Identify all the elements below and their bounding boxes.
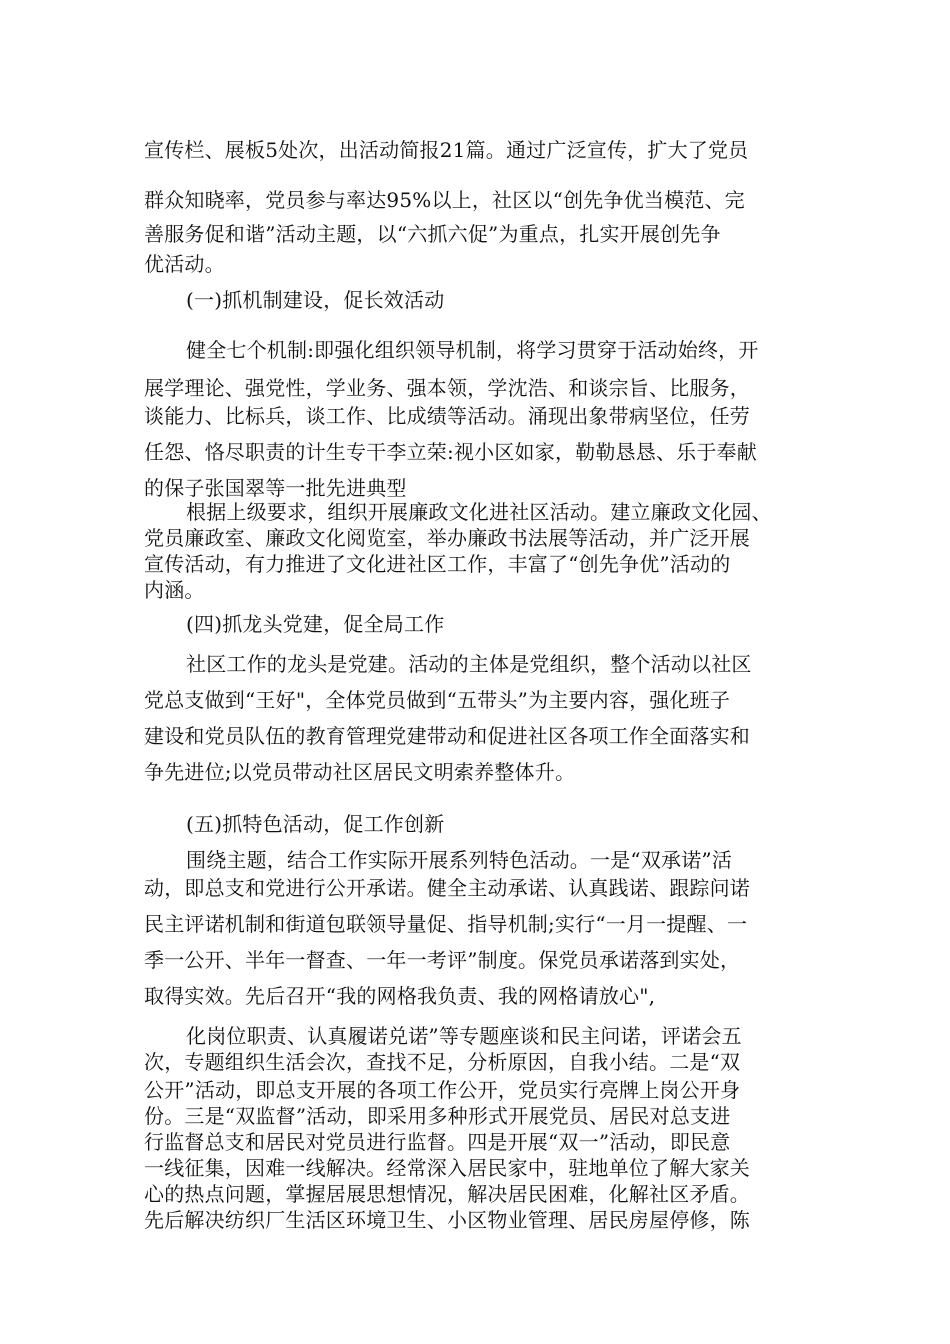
text-line: 根据上级要求，组织开展廉政文化进社区活动。建立廉政文化园、: [186, 500, 772, 524]
text-line: 宣传栏、展板5处次，出活动简报21篇。通过广泛宣传，扩大了党员: [144, 138, 749, 162]
text-line: 社区工作的龙头是党建。活动的主体是党组织，整个活动以社区: [186, 652, 752, 676]
text-line: 内涵。: [144, 578, 205, 602]
text-line: 心的热点问题，掌握居展思想情况，解决居民困难，化解社区矛盾。: [144, 1182, 750, 1206]
text-line: 党员廉政室、廉政文化阅览室，举办廉政书法展等活动，并广泛开展: [144, 526, 750, 550]
text-line: 围绕主题，结合工作实际开展系列特色活动。一是“双承诺”活: [186, 848, 733, 872]
text-line: 先后解决纺织厂生活区环境卫生、小区物业管理、居民房屋停修，陈: [144, 1208, 750, 1232]
text-line: 建设和党员队伍的教育管理党建带动和促进社区各项工作全面落实和: [144, 724, 750, 748]
section-heading: (五)抓特色活动，促工作创新: [186, 812, 445, 836]
section-heading: (一)抓机制建设，促长效活动: [186, 288, 445, 312]
text-line: 动，即总支和党进行公开承诺。健全主动承诺、认真践诺、跟踪问诺: [144, 876, 750, 900]
text-line: 宣传活动，有力推进了文化进社区工作，丰富了“创先争优”活动的: [144, 552, 731, 576]
text-line: 化岗位职责、认真履诺兑诺”等专题座谈和民主问诺，评诺会五: [186, 1024, 742, 1048]
text-line: 民主评诺机制和街道包联领导量促、指导机制;实行“一月一提醒、一: [144, 912, 748, 936]
section-heading: (四)抓龙头党建，促全局工作: [186, 612, 445, 636]
text-line: 群众知晓率，党员参与率达95%以上，社区以“创先争优当模范、完: [144, 188, 745, 212]
text-line: 次，专题组织生活会次，查找不足，分析原因，自我小结。二是“双: [144, 1050, 741, 1074]
text-line: 健全七个机制:即强化组织领导机制，将学习贯穿于活动始终，开: [186, 338, 759, 362]
text-line: 份。三是“双监督”活动，即采用多种形式开展党员、居民对总支进: [144, 1104, 731, 1128]
text-line: 党总支做到“王好"，全体党员做到“五带头”为主要内容，强化班子: [144, 688, 731, 712]
text-line: 一线征集，因难一线解决。经常深入居民家中，驻地单位了解大家关: [144, 1156, 750, 1180]
text-line: 的保子张国翠等一批先进典型: [144, 476, 407, 500]
text-line: 谈能力、比标兵，谈工作、比成绩等活动。涌现出象带病坚位，任劳: [144, 404, 750, 428]
text-line: 公开”活动，即总支开展的各项工作公开，党员实行亮牌上岗公开身: [144, 1078, 741, 1102]
text-line: 善服务促和谐”活动主题，以“六抓六促”为重点，扎实开展创先争: [144, 222, 721, 246]
text-line: 取得实效。先后召开“我的网格我负责、我的网格请放心",: [144, 984, 656, 1008]
text-line: 季一公开、半年一督查、一年一考评”制度。保党员承诺落到实处，: [144, 948, 741, 972]
text-line: 任怨、恪尽职责的计生专干李立荣:视小区如家，勒勒恳恳、乐于奉献: [144, 440, 757, 464]
text-line: 行监督总支和居民对党员进行监督。四是开展“双一”活动，即民意: [144, 1130, 731, 1154]
text-line: 争先进位;以党员带动社区居民文明索养整体升。: [144, 760, 576, 784]
text-line: 优活动。: [144, 252, 225, 276]
text-line: 展学理论、强党性，学业务、强本领，学沈浩、和谈宗旨、比服务，: [144, 376, 750, 400]
